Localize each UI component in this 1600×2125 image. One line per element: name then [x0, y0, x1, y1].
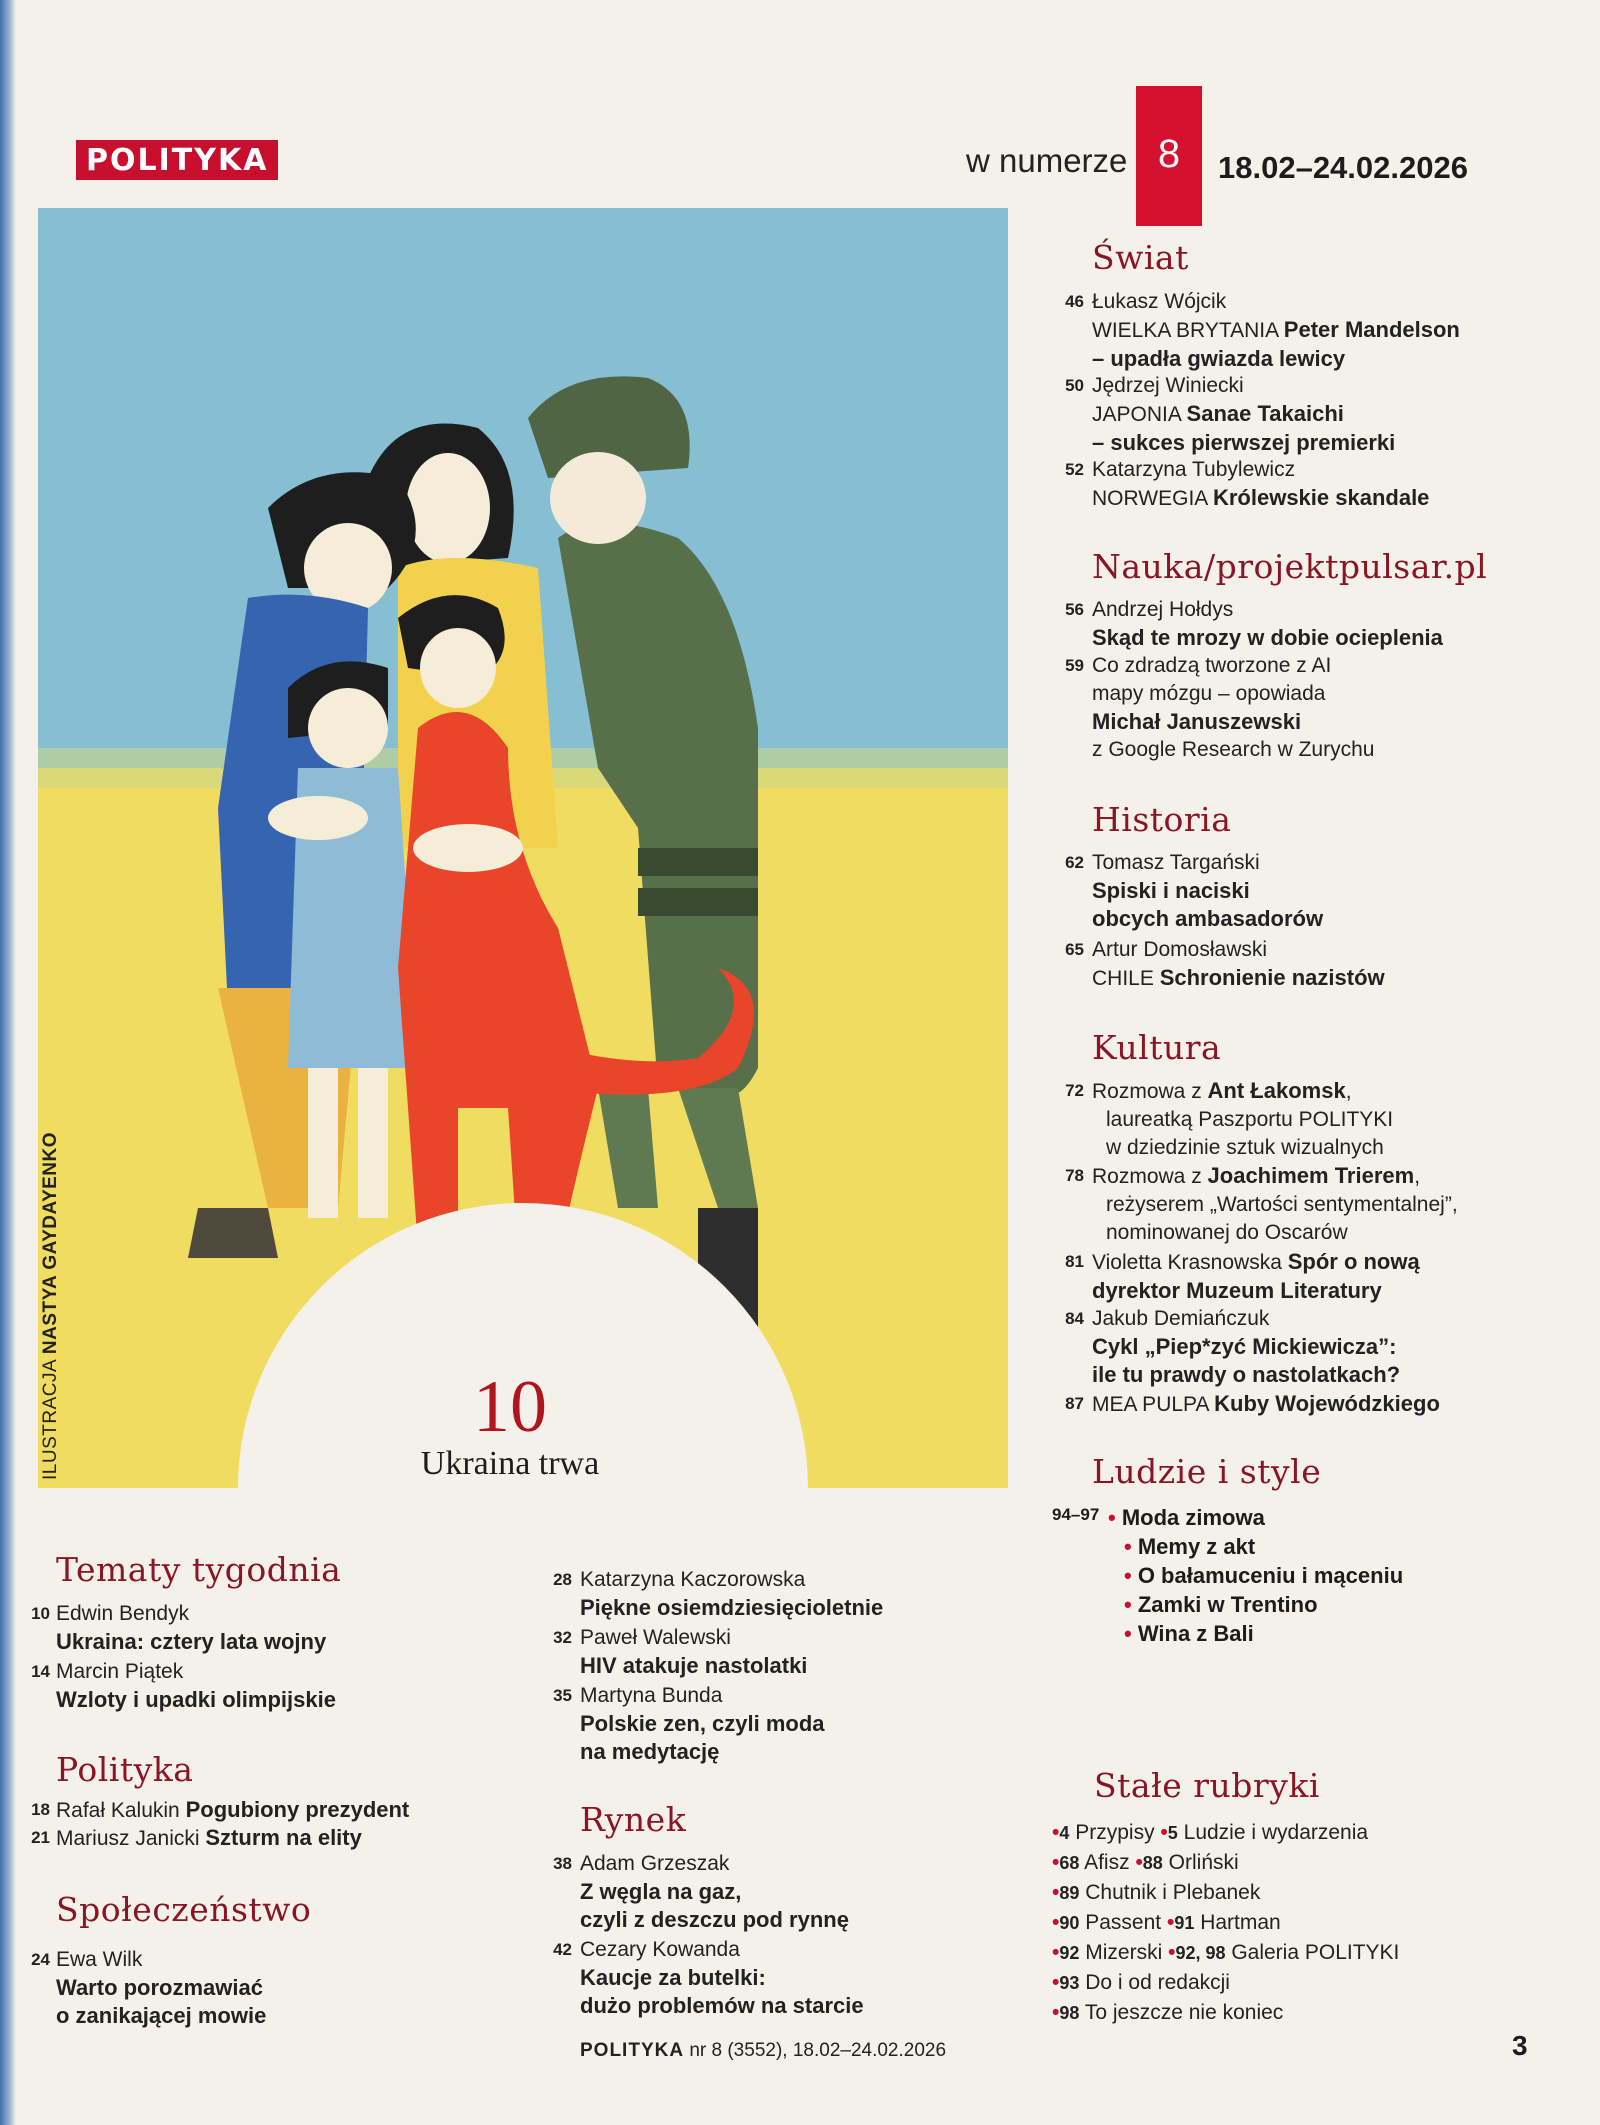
entry-author: Cezary Kowanda [580, 1938, 740, 1961]
list-item[interactable] [1108, 1590, 1403, 1619]
entry-author: Mariusz Janicki [56, 1827, 206, 1850]
cover-story-page[interactable]: 10 [473, 1366, 547, 1448]
section-ludzie-i-style: Ludzie i style [1092, 1452, 1322, 1491]
section-nauka: Nauka/projektpulsar.pl [1092, 547, 1488, 586]
entry-prefix: CHILE [1092, 967, 1160, 990]
entry-page: 65 [1065, 940, 1084, 959]
entry-title: Kuby Wojewódzkiego [1214, 1391, 1440, 1416]
toc-entry[interactable] [1065, 849, 1324, 933]
entry-title: Spiski i naciski [1092, 878, 1250, 903]
toc-entry[interactable] [1065, 372, 1396, 458]
item-page: 5 [1167, 1823, 1178, 1843]
entry-title: HIV atakuje nastolatki [580, 1653, 808, 1678]
list-row [1052, 1938, 1399, 1968]
entry-author: Katarzyna Kaczorowska [580, 1568, 806, 1591]
toc-entry[interactable] [31, 1600, 327, 1656]
entry-text: z Google Research w Zurychu [1092, 738, 1375, 761]
item-page: 4 [1059, 1823, 1070, 1843]
issue-label: w numerze [966, 142, 1128, 179]
item-label[interactable]: Hartman [1200, 1911, 1281, 1934]
list-item[interactable] [1108, 1532, 1403, 1561]
entry-title: Z węgla na gaz, [580, 1879, 742, 1904]
entry-title: Michał Januszewski [1092, 709, 1302, 734]
entry-prefix: Rozmowa z [1092, 1165, 1208, 1188]
list-row [1052, 1908, 1399, 1938]
bullet-icon: • [1160, 1821, 1168, 1844]
item-label[interactable]: Orliński [1168, 1851, 1239, 1874]
ludzie-list [1108, 1503, 1403, 1648]
toc-entry[interactable] [31, 1796, 410, 1825]
entry-page: 87 [1065, 1394, 1084, 1413]
entry-page: 72 [1065, 1081, 1084, 1100]
bullet-icon: • [1124, 1592, 1132, 1617]
issue-number: 8 [1136, 86, 1202, 226]
entry-title: Skąd te mrozy w dobie ocieplenia [1092, 625, 1443, 650]
page-number: 3 [1512, 2030, 1528, 2061]
item-page: 91 [1174, 1913, 1195, 1933]
entry-author: Ewa Wilk [56, 1948, 143, 1971]
item-page: 68 [1059, 1853, 1080, 1873]
toc-entry[interactable] [1065, 288, 1460, 374]
list-item[interactable] [1108, 1619, 1403, 1648]
bullet-icon: • [1052, 1971, 1060, 1994]
toc-entry[interactable] [553, 1624, 808, 1680]
entry-page: 32 [553, 1628, 572, 1647]
stale-rubryki-list [1052, 1818, 1399, 2028]
entry-title: Spór o nową [1287, 1249, 1420, 1274]
bullet-icon: • [1052, 1911, 1060, 1934]
entry-page: 42 [553, 1940, 572, 1959]
entry-title: – upadła gwiazda lewicy [1092, 346, 1346, 371]
list-row [1052, 1818, 1399, 1848]
entry-text: laureatką Paszportu POLITYKI [1106, 1108, 1394, 1131]
entry-text: reżyserem „Wartości sentymentalnej”, [1106, 1193, 1458, 1216]
item-label: O bałamuceniu i mąceniu [1137, 1563, 1404, 1588]
bullet-icon: • [1135, 1851, 1143, 1874]
issue-dates: 18.02–24.02.2026 [1218, 150, 1468, 185]
entry-page: 10 [31, 1604, 50, 1623]
entry-title: Joachimem Trierem [1207, 1163, 1415, 1188]
entry-title: Kaucje za butelki: [580, 1965, 766, 1990]
toc-entry[interactable] [1065, 1162, 1458, 1247]
entry-author: Katarzyna Tubylewicz [1092, 458, 1296, 481]
bullet-icon: • [1124, 1621, 1132, 1646]
entry-prefix: JAPONIA [1092, 403, 1187, 426]
credit-name: NASTYA GAYDAYENKO [40, 1131, 61, 1355]
list-item[interactable] [1108, 1503, 1403, 1532]
page-footer [580, 2040, 946, 2062]
section-spoleczenstwo: Społeczeństwo [56, 1890, 312, 1929]
entry-page: 84 [1065, 1309, 1084, 1328]
item-label[interactable]: Przypisy [1075, 1821, 1155, 1844]
entry-page: 46 [1065, 292, 1084, 311]
footer-logo: POLITYKA [580, 2040, 685, 2061]
toc-entry[interactable] [553, 1936, 864, 2020]
family-hug-illustration [38, 208, 1008, 1488]
section-swiat: Świat [1092, 238, 1189, 277]
entry-title: dużo problemów na starcie [580, 1993, 864, 2018]
entry-author: Edwin Bendyk [56, 1602, 190, 1625]
entry-author: Łukasz Wójcik [1092, 290, 1227, 313]
section-kultura: Kultura [1092, 1028, 1222, 1067]
entry-author: Jędrzej Winiecki [1092, 374, 1244, 397]
entry-page: 14 [31, 1662, 50, 1681]
section-polityka: Polityka [56, 1750, 194, 1789]
entry-title: Peter Mandelson [1283, 317, 1460, 342]
item-page: 92 [1059, 1943, 1080, 1963]
section-stale-rubryki: Stałe rubryki [1094, 1766, 1320, 1805]
entry-title: Królewskie skandale [1212, 485, 1430, 510]
entry-prefix: Rozmowa z [1092, 1080, 1208, 1103]
item-label[interactable]: Ludzie i wydarzenia [1183, 1821, 1369, 1844]
bullet-icon: • [1168, 1941, 1176, 1964]
entry-title: obcych ambasadorów [1092, 906, 1324, 931]
entry-page: 52 [1065, 460, 1084, 479]
ludzie-page-range: 94–97 [1052, 1505, 1100, 1524]
credit-prefix: ILUSTRACJA [40, 1359, 61, 1480]
entry-author: Rafał Kalukin [56, 1799, 186, 1822]
entry-author: Artur Domosławski [1092, 938, 1268, 961]
entry-author: Martyna Bunda [580, 1684, 723, 1707]
entry-page: 78 [1065, 1166, 1084, 1185]
entry-title: czyli z deszczu pod rynnę [580, 1907, 849, 1932]
entry-author: Adam Grzeszak [580, 1852, 730, 1875]
section-tematy-tygodnia: Tematy tygodnia [56, 1550, 342, 1589]
entry-title: na medytację [580, 1739, 720, 1764]
entry-page: 56 [1065, 600, 1084, 619]
entry-author: Andrzej Hołdys [1092, 598, 1234, 621]
item-label[interactable]: To jeszcze nie koniec [1084, 2001, 1284, 2024]
item-page: 89 [1059, 1883, 1080, 1903]
entry-title: ile tu prawdy o nastolatkach? [1092, 1362, 1401, 1387]
entry-page: 21 [31, 1828, 50, 1847]
entry-title: dyrektor Muzeum Literatury [1092, 1278, 1382, 1303]
item-label: Wina z Bali [1137, 1621, 1254, 1646]
footer-issue-info: nr 8 (3552), 18.02–24.02.2026 [684, 2040, 947, 2061]
item-label: Moda zimowa [1121, 1505, 1265, 1530]
entry-suffix: , [1414, 1165, 1421, 1188]
bullet-icon: • [1166, 1911, 1175, 1934]
entry-prefix: WIELKA BRYTANIA [1092, 319, 1284, 342]
polityka-logo: POLITYKA [76, 140, 278, 180]
item-page: 98 [1059, 2003, 1080, 2023]
entry-title: Szturm na elity [205, 1825, 362, 1850]
entry-title: Schronienie nazistów [1159, 965, 1385, 990]
entry-suffix: , [1345, 1080, 1352, 1103]
item-label[interactable]: Galeria POLITYKI [1231, 1941, 1400, 1964]
entry-prefix: Violetta Krasnowska [1092, 1251, 1288, 1274]
toc-entry[interactable] [1065, 652, 1375, 764]
toc-entry[interactable] [1065, 596, 1443, 652]
toc-entry[interactable] [31, 1824, 362, 1853]
entry-author: Paweł Walewski [580, 1626, 731, 1649]
illustration-credit [40, 1132, 62, 1480]
entry-page: 81 [1065, 1252, 1084, 1271]
entry-title: o zanikającej mowie [56, 2003, 267, 2028]
entry-page: 35 [553, 1686, 572, 1705]
entry-text: nominowanej do Oscarów [1106, 1221, 1348, 1244]
bullet-icon: • [1052, 1881, 1060, 1904]
entry-author: Jakub Demiańczuk [1092, 1307, 1270, 1330]
toc-entry[interactable] [31, 1658, 336, 1714]
toc-entry[interactable] [1065, 936, 1385, 993]
entry-title: Warto porozmawiać [56, 1975, 263, 2000]
list-row [1052, 1998, 1399, 2028]
section-rynek: Rynek [580, 1800, 687, 1839]
entry-title: Ant Łakomsk [1207, 1078, 1346, 1103]
toc-entry[interactable] [1065, 1248, 1420, 1305]
entry-title: Sanae Takaichi [1186, 401, 1344, 426]
entry-page: 62 [1065, 853, 1084, 872]
entry-title: Ukraina: cztery lata wojny [56, 1629, 327, 1654]
item-label: Zamki w Trentino [1137, 1592, 1318, 1617]
toc-entry[interactable] [1065, 1077, 1394, 1162]
entry-author: Tomasz Targański [1092, 851, 1260, 874]
entry-text: mapy mózgu – opowiada [1092, 682, 1326, 705]
entry-prefix: MEA PULPA [1092, 1393, 1215, 1416]
entry-page: 50 [1065, 376, 1084, 395]
item-label[interactable]: Mizerski [1085, 1941, 1163, 1964]
bullet-icon: • [1052, 1851, 1060, 1874]
toc-entry[interactable] [1065, 456, 1430, 513]
entry-text: Co zdradzą tworzone z AI [1092, 654, 1332, 677]
bullet-icon: • [1108, 1505, 1116, 1530]
toc-entry[interactable] [553, 1682, 825, 1766]
item-page: 88 [1142, 1853, 1163, 1873]
bullet-icon: • [1052, 2001, 1060, 2024]
entry-title: Piękne osiemdziesięcioletnie [580, 1595, 884, 1620]
entry-page: 24 [31, 1950, 50, 1969]
toc-entry[interactable] [553, 1566, 884, 1622]
entry-page: 38 [553, 1854, 572, 1873]
entry-page: 18 [31, 1800, 50, 1819]
entry-title: – sukces pierwszej premierki [1092, 430, 1396, 455]
item-label[interactable]: Do i od redakcji [1085, 1971, 1230, 1994]
entry-page: 28 [553, 1570, 572, 1589]
entry-title: Pogubiony prezydent [185, 1797, 410, 1822]
cover-illustration [38, 208, 1008, 1488]
bullet-icon: • [1124, 1534, 1132, 1559]
list-row [1052, 1878, 1399, 1908]
list-row [1052, 1848, 1399, 1878]
item-label[interactable]: Chutnik i Plebanek [1085, 1881, 1261, 1904]
entry-title: Polskie zen, czyli moda [580, 1711, 825, 1736]
bullet-icon: • [1052, 1941, 1060, 1964]
section-historia: Historia [1092, 800, 1232, 839]
entry-text: w dziedzinie sztuk wizualnych [1106, 1136, 1384, 1159]
item-label[interactable]: Passent [1085, 1911, 1162, 1934]
bullet-icon: • [1052, 1821, 1060, 1844]
toc-entry[interactable] [31, 1946, 267, 2030]
item-page: 90 [1059, 1913, 1080, 1933]
bullet-icon: • [1124, 1563, 1132, 1588]
item-label: Memy z akt [1137, 1534, 1256, 1559]
list-row [1052, 1968, 1399, 1998]
cover-story-title[interactable]: Ukraina trwa [420, 1445, 600, 1482]
entry-author: Marcin Piątek [56, 1660, 184, 1683]
item-page: 93 [1059, 1973, 1080, 1993]
toc-entry[interactable] [1065, 1305, 1401, 1389]
entry-prefix: NORWEGIA [1092, 487, 1213, 510]
list-item[interactable] [1108, 1561, 1403, 1590]
toc-entry[interactable] [1065, 1390, 1440, 1419]
item-page: 92, 98 [1175, 1943, 1226, 1963]
entry-title: Wzloty i upadki olimpijskie [56, 1687, 336, 1712]
entry-page: 59 [1065, 656, 1084, 675]
toc-entry[interactable] [553, 1850, 849, 1934]
item-label[interactable]: Afisz [1084, 1851, 1130, 1874]
entry-title: Cykl „Piep*zyć Mickiewicza”: [1092, 1334, 1397, 1359]
